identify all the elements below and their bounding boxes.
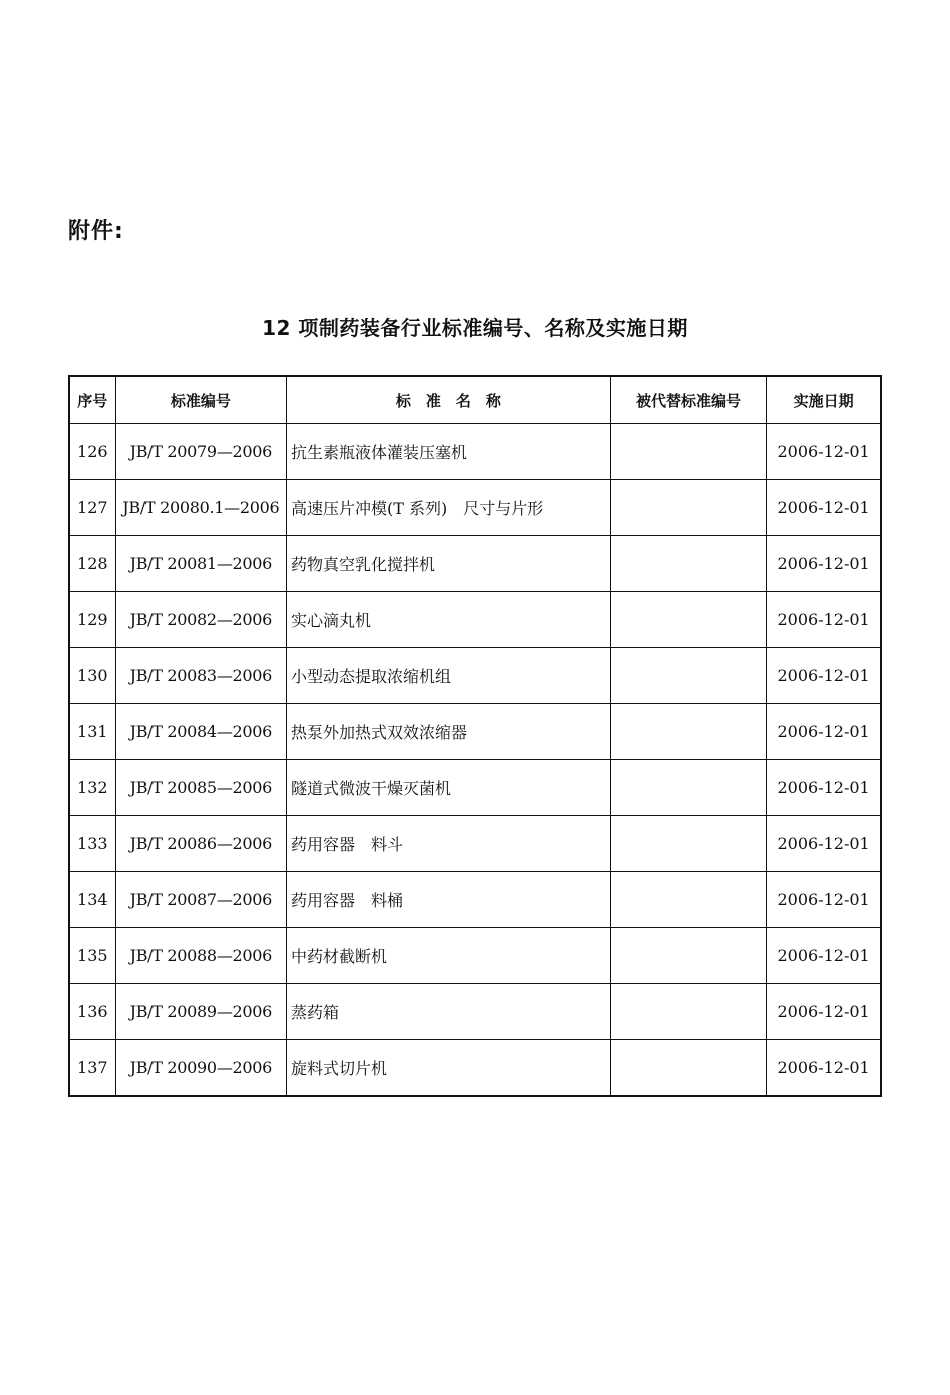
cell-effective-date: 2006-12-01 <box>767 480 881 536</box>
cell-standard-code: JB/T 20085—2006 <box>115 760 286 816</box>
cell-replaced-code <box>610 424 766 480</box>
table-row <box>69 424 881 480</box>
cell-standard-code: JB/T 20082—2006 <box>115 592 286 648</box>
cell-replaced-code <box>610 592 766 648</box>
document-title: 12 项制药装备行业标准编号、名称及实施日期 <box>262 316 688 340</box>
cell-replaced-code <box>610 536 766 592</box>
cell-effective-date: 2006-12-01 <box>767 592 881 648</box>
table-row <box>69 984 881 1040</box>
table-row <box>69 816 881 872</box>
cell-replaced-code <box>610 1040 766 1097</box>
cell-serial-number: 136 <box>69 984 115 1040</box>
cell-standard-code: JB/T 20088—2006 <box>115 928 286 984</box>
cell-standard-code: JB/T 20087—2006 <box>115 872 286 928</box>
table-header-row <box>69 376 881 424</box>
cell-standard-code: JB/T 20089—2006 <box>115 984 286 1040</box>
cell-effective-date: 2006-12-01 <box>767 1040 881 1097</box>
cell-effective-date: 2006-12-01 <box>767 704 881 760</box>
table-row <box>69 648 881 704</box>
cell-serial-number: 133 <box>69 816 115 872</box>
cell-standard-name: 抗生素瓶液体灌装压塞机 <box>287 424 611 480</box>
cell-replaced-code <box>610 816 766 872</box>
table-row <box>69 928 881 984</box>
cell-standard-code: JB/T 20080.1—2006 <box>115 480 286 536</box>
table-row <box>69 592 881 648</box>
cell-effective-date: 2006-12-01 <box>767 648 881 704</box>
cell-serial-number: 130 <box>69 648 115 704</box>
cell-effective-date: 2006-12-01 <box>767 984 881 1040</box>
cell-standard-code: JB/T 20090—2006 <box>115 1040 286 1097</box>
cell-serial-number: 129 <box>69 592 115 648</box>
cell-effective-date: 2006-12-01 <box>767 816 881 872</box>
cell-standard-code: JB/T 20086—2006 <box>115 816 286 872</box>
header-replaced-code: 被代替标准编号 <box>610 376 766 424</box>
header-serial-number: 序号 <box>69 376 115 424</box>
cell-replaced-code <box>610 760 766 816</box>
cell-standard-name: 高速压片冲模(T 系列) 尺寸与片形 <box>287 480 611 536</box>
cell-serial-number: 135 <box>69 928 115 984</box>
cell-replaced-code <box>610 704 766 760</box>
cell-standard-code: JB/T 20084—2006 <box>115 704 286 760</box>
cell-standard-name: 药物真空乳化搅拌机 <box>287 536 611 592</box>
cell-effective-date: 2006-12-01 <box>767 536 881 592</box>
attachment-label: 附件: <box>68 219 124 244</box>
cell-standard-name: 小型动态提取浓缩机组 <box>287 648 611 704</box>
cell-standard-code: JB/T 20083—2006 <box>115 648 286 704</box>
cell-standard-name: 药用容器 料斗 <box>287 816 611 872</box>
cell-replaced-code <box>610 928 766 984</box>
table-row <box>69 480 881 536</box>
cell-standard-name: 中药材截断机 <box>287 928 611 984</box>
cell-standard-name: 实心滴丸机 <box>287 592 611 648</box>
cell-standard-name: 旋料式切片机 <box>287 1040 611 1097</box>
cell-replaced-code <box>610 872 766 928</box>
cell-replaced-code <box>610 480 766 536</box>
table-row <box>69 1040 881 1097</box>
cell-standard-name: 热泵外加热式双效浓缩器 <box>287 704 611 760</box>
table-row <box>69 872 881 928</box>
cell-serial-number: 131 <box>69 704 115 760</box>
cell-serial-number: 132 <box>69 760 115 816</box>
cell-effective-date: 2006-12-01 <box>767 928 881 984</box>
cell-standard-name: 药用容器 料桶 <box>287 872 611 928</box>
cell-serial-number: 137 <box>69 1040 115 1097</box>
table-row <box>69 704 881 760</box>
cell-replaced-code <box>610 984 766 1040</box>
cell-serial-number: 134 <box>69 872 115 928</box>
cell-standard-code: JB/T 20081—2006 <box>115 536 286 592</box>
table-row <box>69 536 881 592</box>
cell-effective-date: 2006-12-01 <box>767 760 881 816</box>
header-standard-code: 标准编号 <box>115 376 286 424</box>
cell-serial-number: 128 <box>69 536 115 592</box>
cell-effective-date: 2006-12-01 <box>767 872 881 928</box>
header-effective-date: 实施日期 <box>767 376 881 424</box>
cell-serial-number: 126 <box>69 424 115 480</box>
standards-table <box>68 375 882 1097</box>
header-standard-name: 标 准 名 称 <box>287 376 611 424</box>
cell-effective-date: 2006-12-01 <box>767 424 881 480</box>
table-row <box>69 760 881 816</box>
table-body <box>69 424 881 1097</box>
cell-standard-name: 蒸药箱 <box>287 984 611 1040</box>
cell-standard-code: JB/T 20079—2006 <box>115 424 286 480</box>
cell-standard-name: 隧道式微波干燥灭菌机 <box>287 760 611 816</box>
cell-replaced-code <box>610 648 766 704</box>
cell-serial-number: 127 <box>69 480 115 536</box>
